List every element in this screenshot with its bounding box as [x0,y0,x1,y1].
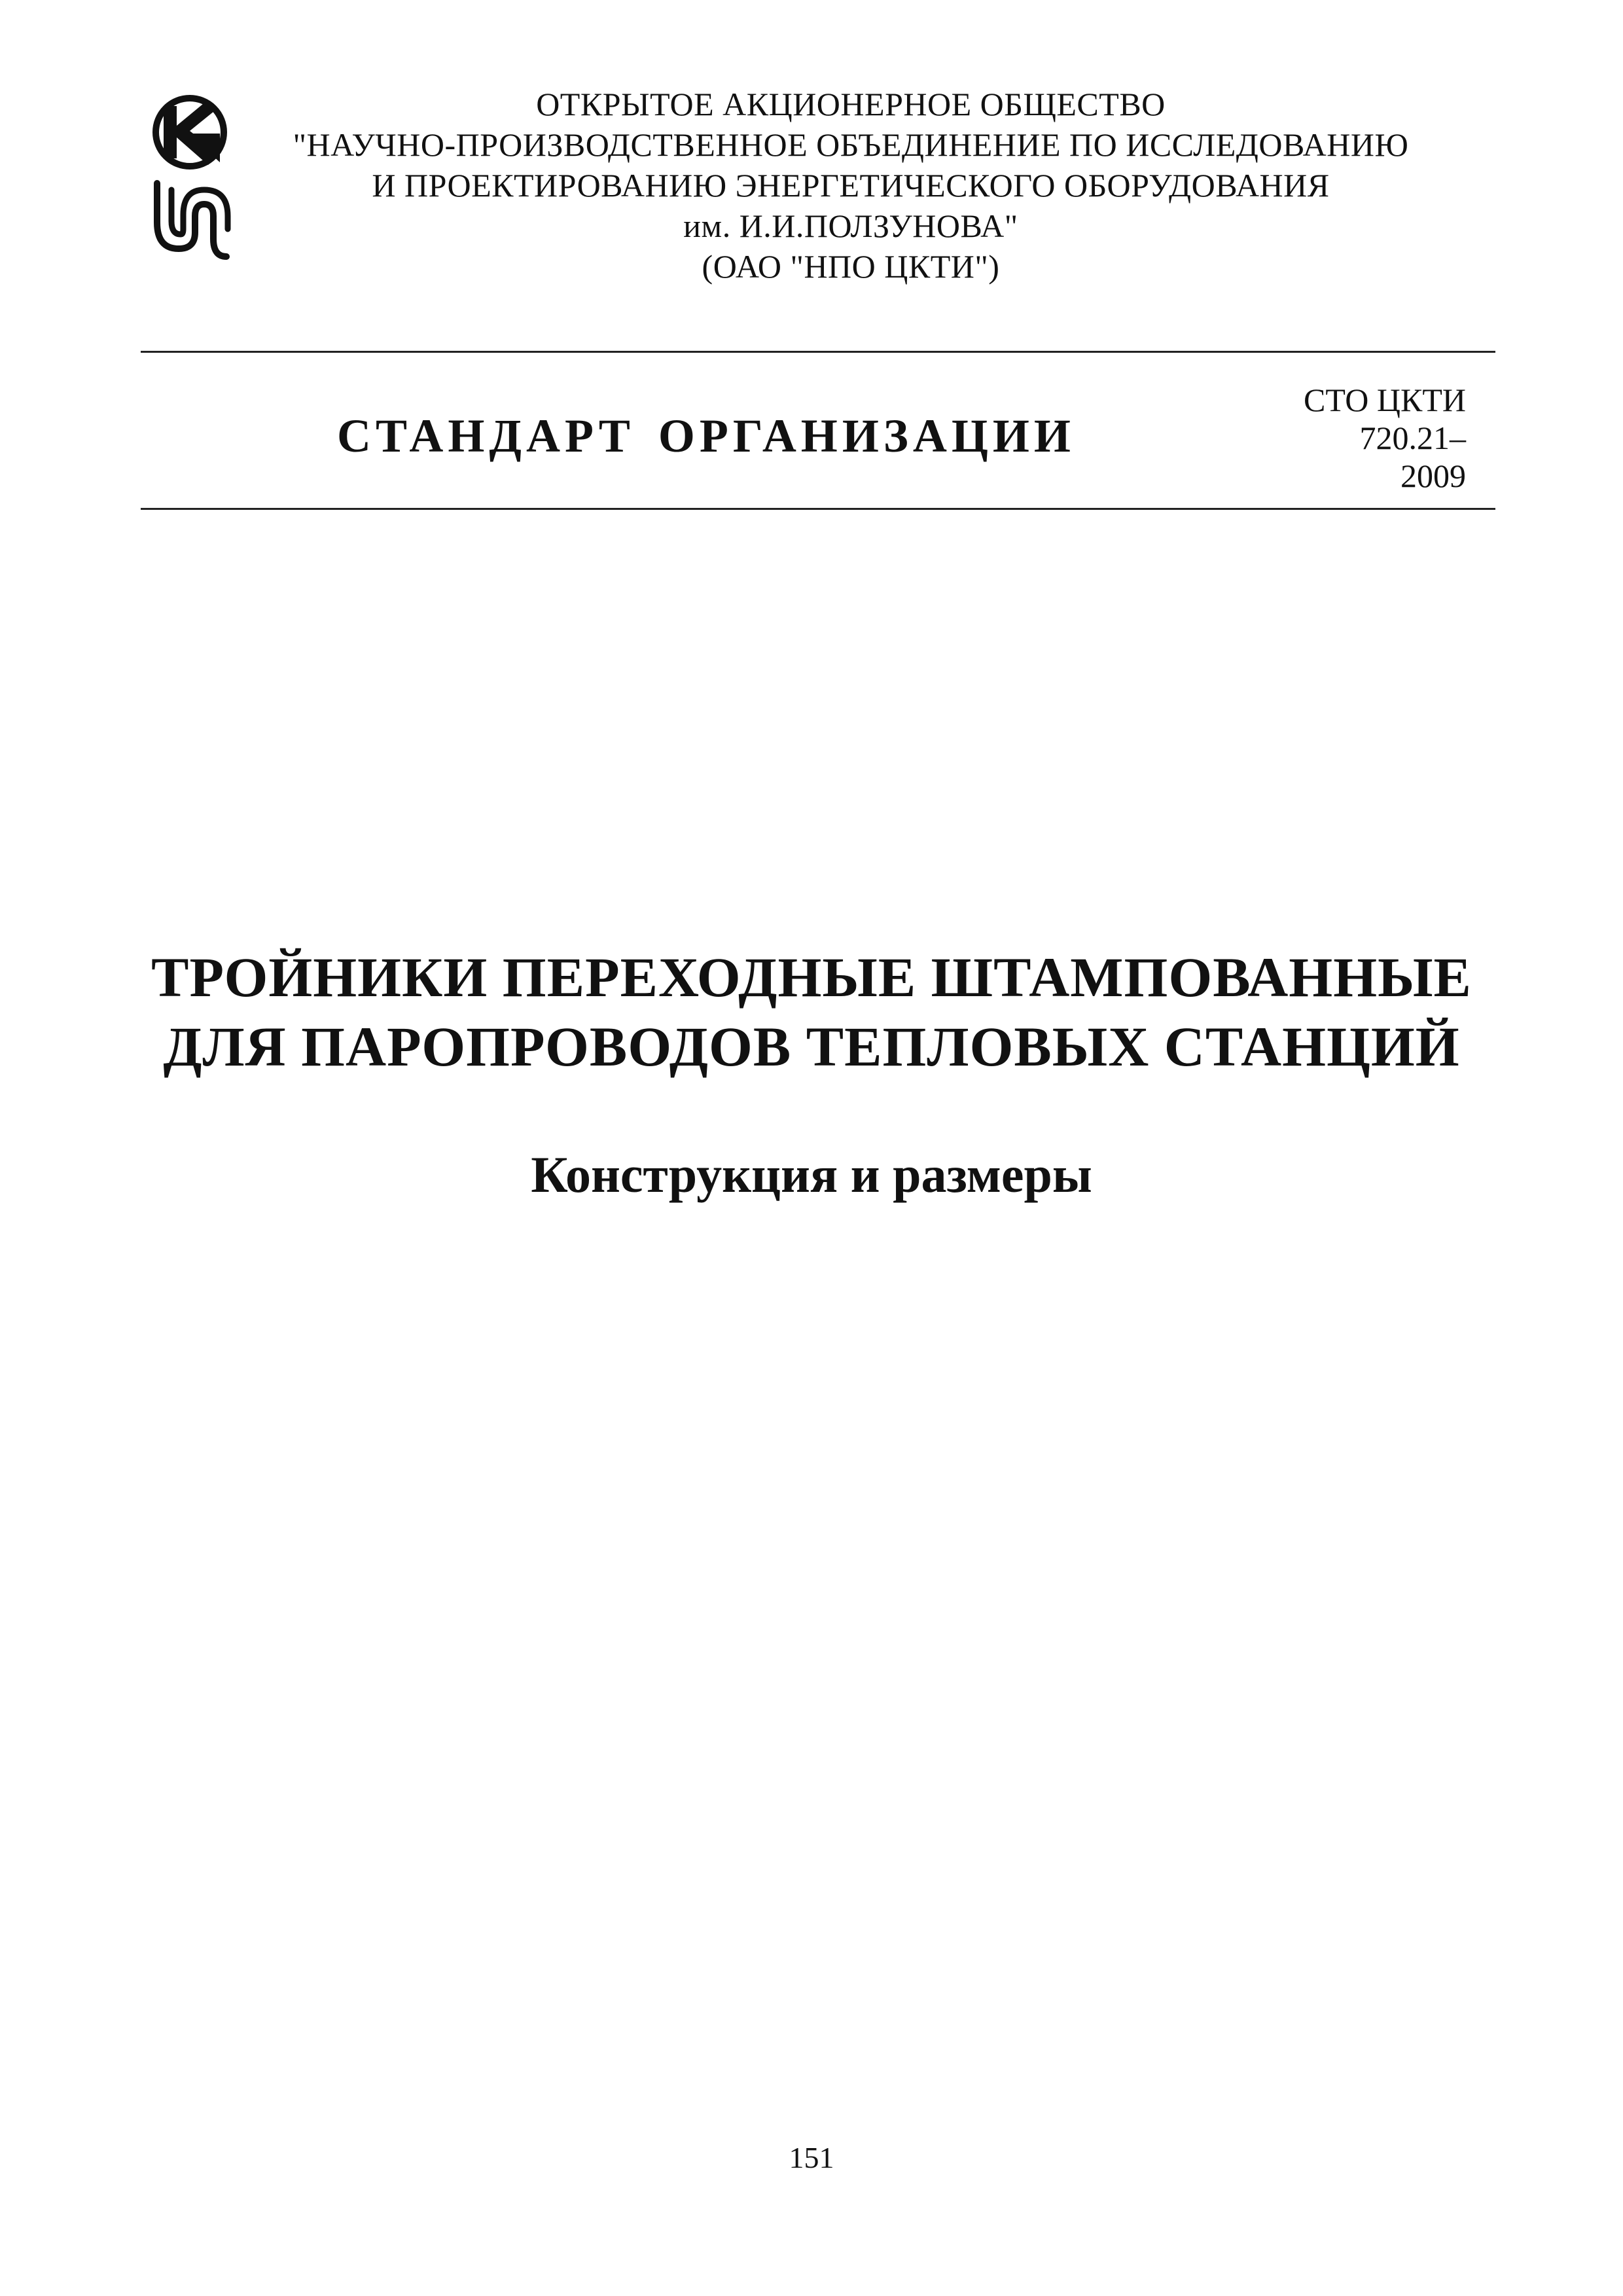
document-title [92,942,1531,1081]
org-short-name: (ОАО "НПО ЦКТИ") [702,248,1000,285]
npo-ckti-logo-icon [149,92,234,262]
standard-title-word: СТАНДАРТ [337,410,635,462]
standard-code [1230,381,1466,495]
document-subtitle: Конструкция и размеры [531,1146,1092,1203]
org-name-line: И ПРОЕКТИРОВАНИЮ ЭНЕРГЕТИЧЕСКОГО ОБОРУДОВАНИЯ [372,167,1330,204]
standard-code-line: СТО ЦКТИ [1304,382,1466,418]
page-number: 151 [789,2141,834,2174]
organization-logo [149,92,234,262]
org-name-line: ОТКРЫТОЕ АКЦИОНЕРНОЕ ОБЩЕСТВО [536,86,1166,122]
standard-type-title [337,409,1075,463]
standard-code-line: 2009 [1400,457,1466,494]
organization-header [262,84,1440,287]
org-name-line: "НАУЧНО-ПРОИЗВОДСТВЕННОЕ ОБЪЕДИНЕНИЕ ПО ИССЛЕДОВАНИЮ [293,126,1409,163]
standard-code-line: 720.21– [1359,420,1466,456]
document-title-line: ДЛЯ ПАРОПРОВОДОВ ТЕПЛОВЫХ СТАНЦИЙ [163,1015,1460,1078]
document-title-line: ТРОЙНИКИ ПЕРЕХОДНЫЕ ШТАМПОВАННЫЕ [151,946,1472,1009]
bottom-divider [141,508,1495,510]
org-name-line: им. И.И.ПОЛЗУНОВА" [683,207,1018,244]
top-divider [141,351,1495,353]
standard-title-word: ОРГАНИЗАЦИИ [658,410,1075,462]
